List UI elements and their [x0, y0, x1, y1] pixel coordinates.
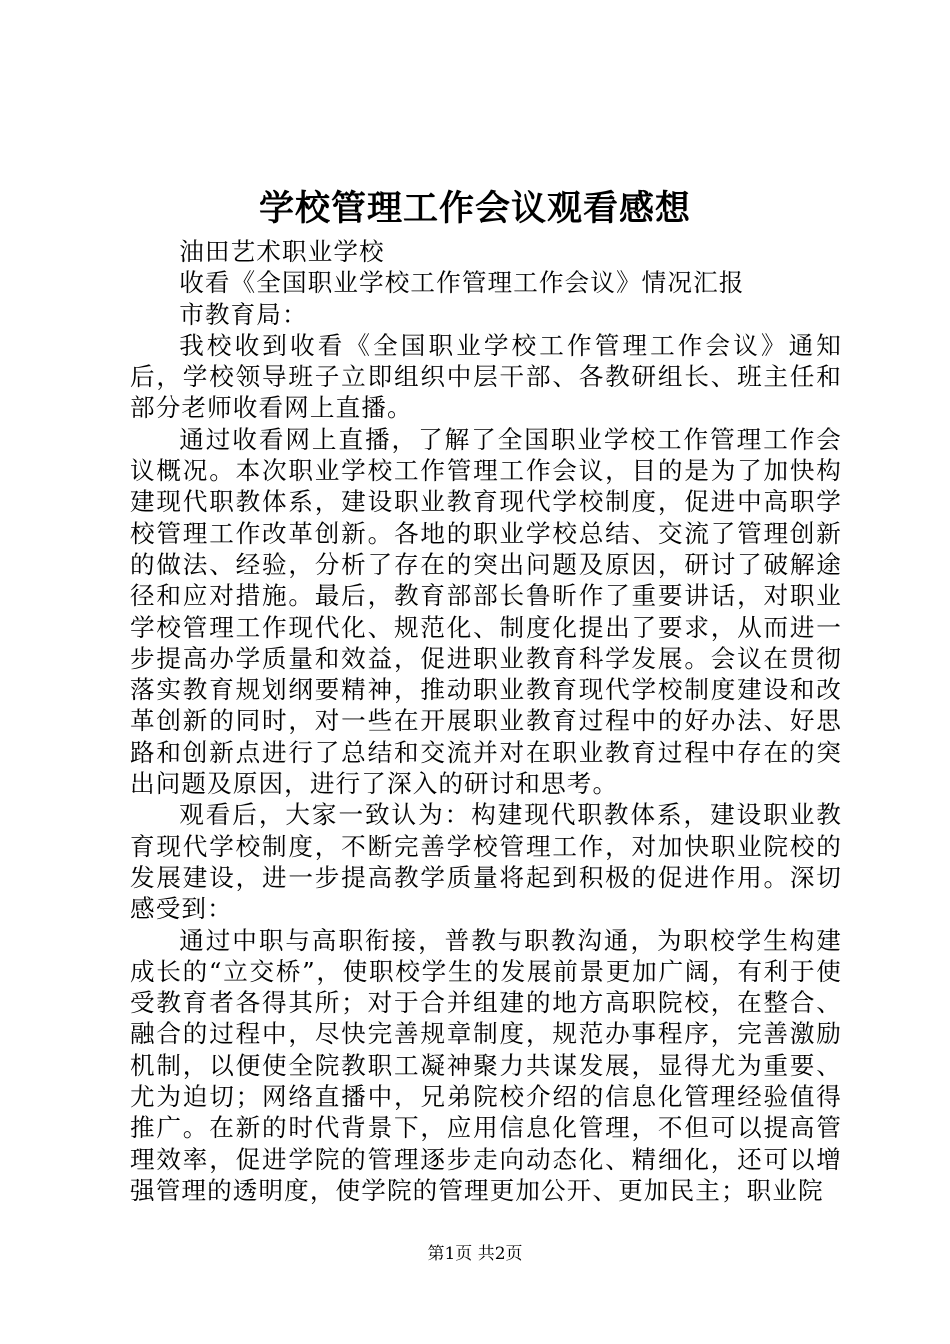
paragraph-recipient: 市教育局： — [179, 299, 308, 329]
paragraph-1: 我校收到收看《全国职业学校工作管理工作会议》通知后，学校领导班子立即组织中层干部、各教研组长、班主任和部分老师收看网上直播。 — [130, 330, 842, 423]
paragraph-4: 通过中职与高职衔接，普教与职教沟通，为职校学生构建成长的“立交桥”，使职校学生的发展前景更加广阔，有利于使受教育者各得其所；对于合并组建的地方高职院校，在整合、融合的过程中，尽快完善规章制度，规范办事程序，完善激励机制，以便使全院教职工凝神聚力共谋发展，显得尤为重要、尤为迫切；网络直播中，兄弟院校介绍的信息化管理经验值得推广。在新的时代背景下，应用信息化管理，不但可以提高管理效率，促进学院的管理逐步走向动态化、精细化，还可以增强管理的透明度，使学院的管理更加公开、更加民主；职业院 — [130, 925, 842, 1205]
paragraph-school-name: 油田艺术职业学校 — [179, 237, 385, 266]
document-body — [130, 236, 842, 1206]
paragraph-report-title: 收看《全国职业学校工作管理工作会议》情况汇报 — [179, 268, 745, 298]
paragraph-2: 通过收看网上直播，了解了全国职业学校工作管理工作会议概况。本次职业学校工作管理工作会议，目的是为了加快构建现代职教体系，建设职业教育现代学校制度，促进中高职学校管理工作改革创新。各地的职业学校总结、交流了管理创新的做法、经验，分析了存在的突出问题及原因，研讨了破解途径和应对措施。最后，教育部部长鲁昕作了重要讲话，对职业学校管理工作现代化、规范化、制度化提出了要求，从而进一步提高办学质量和效益，促进职业教育科学发展。会议在贯彻落实教育规划纲要精神，推动职业教育现代学校制度建设和改革创新的同时，对一些在开展职业教育过程中的好办法、好思路和创新点进行了总结和交流并对在职业教育过程中存在的突出问题及原因，进行了深入的研讨和思考。 — [130, 424, 842, 799]
page-number: 第1页 共2页 — [427, 1244, 523, 1264]
paragraph-3: 观看后，大家一致认为：构建现代职教体系，建设职业教育现代学校制度，不断完善学校管理工作，对加快职业院校的发展建设，进一步提高教学质量将起到积极的促进作用。深切感受到： — [130, 800, 842, 924]
document-title: 学校管理工作会议观看感想 — [258, 188, 691, 229]
